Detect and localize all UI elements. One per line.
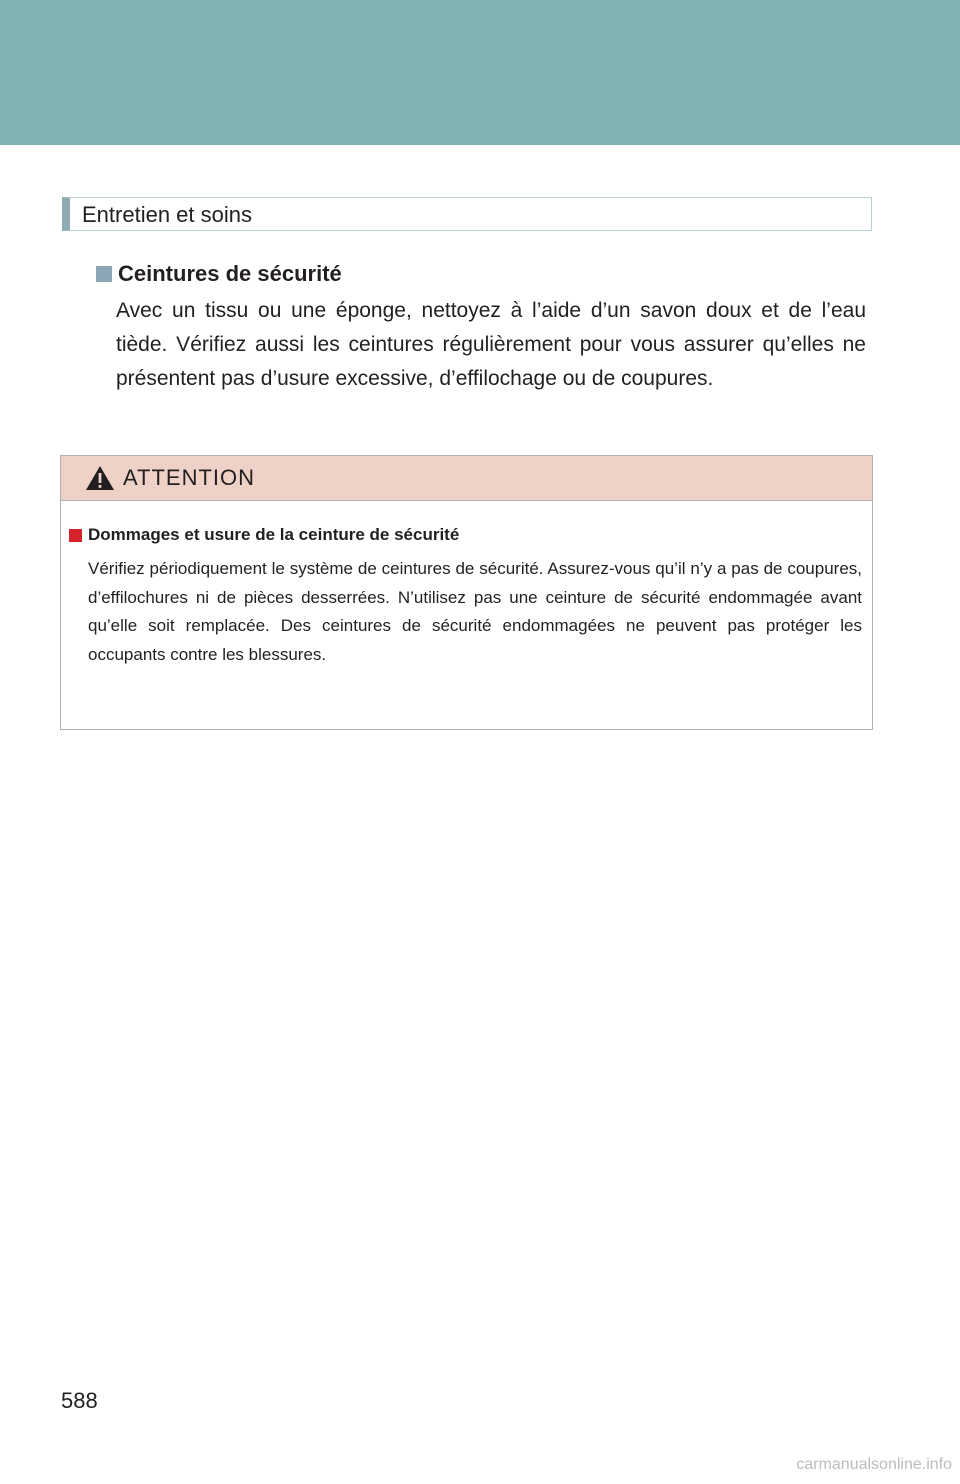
caution-text: Vérifiez périodiquement le système de ceintures de sécurité. Assurez-vous qu’il n’y a pas de coupures, d’effilochures ni de pièces desserrées. N’utilisez pas une ceinture de sécurité endommagée avant qu’elle soit remplacée. Des ceintures de sécurité endommagées ne peuvent pas protéger les occupants contre les blessures. bbox=[88, 559, 862, 664]
subsection-heading bbox=[96, 258, 866, 290]
subsection-body: Avec un tissu ou une éponge, nettoyez à l’aide d’un savon doux et de l’eau tiède. Vérifiez aussi les ceintures régulièrement pour vous assurer qu’elles ne présentent pas d’usure excessive, d’effilochage ou de coupures. bbox=[116, 299, 866, 390]
caution-box bbox=[60, 455, 873, 730]
watermark: carmanualsonline.info bbox=[796, 1456, 952, 1473]
warning-triangle-icon bbox=[85, 465, 115, 491]
section-title: Entretien et soins bbox=[82, 202, 252, 227]
page-number: 588 bbox=[61, 1388, 98, 1413]
red-square-bullet-icon bbox=[69, 529, 82, 542]
square-bullet-icon bbox=[96, 266, 112, 282]
header-band bbox=[0, 0, 960, 145]
caution-header bbox=[61, 456, 872, 501]
caution-subheading-text: Dommages et usure de la ceinture de sécurité bbox=[88, 525, 460, 544]
caution-subheading bbox=[69, 523, 862, 547]
caution-title: ATTENTION bbox=[123, 465, 256, 490]
subsection-heading-text: Ceintures de sécurité bbox=[118, 261, 342, 286]
caution-body bbox=[61, 501, 872, 669]
section-header bbox=[62, 197, 872, 231]
subsection-seat-belts bbox=[96, 258, 866, 396]
